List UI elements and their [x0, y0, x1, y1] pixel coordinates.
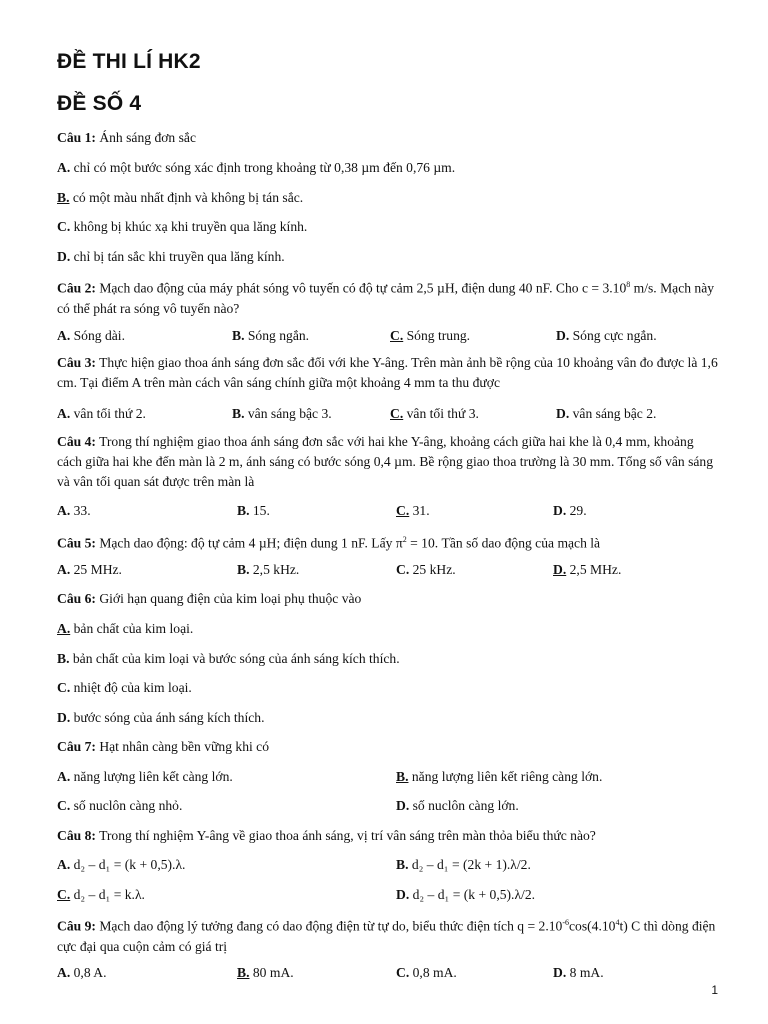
option-text: Sóng ngắn.	[247, 328, 310, 343]
option-key: A.	[57, 328, 71, 343]
q2-option-b	[232, 326, 309, 345]
question-label: Câu 7:	[57, 739, 96, 754]
q7-option-c	[57, 796, 182, 815]
question-4	[57, 432, 721, 492]
q3-option-c	[390, 404, 479, 423]
question-1	[57, 128, 196, 147]
option-text: 29.	[569, 503, 587, 518]
option-text: số nuclôn càng nhỏ.	[73, 798, 183, 813]
option-key: A.	[57, 406, 71, 421]
page-number: 1	[711, 983, 718, 997]
option-key: D.	[396, 887, 410, 902]
question-text-cont: cos(4.10	[569, 918, 616, 934]
question-text: Thực hiện giao thoa ánh sáng đơn sắc đối với khe Y-âng. Trên màn ảnh bề rộng của 10 khoảng vân đo được là 1,6 cm. Tại điểm A trên màn cách vân sáng chính giữa một khoảng 4 mm ta thu được	[57, 355, 718, 390]
q6-option-d	[57, 708, 264, 727]
q1-option-c	[57, 217, 307, 236]
question-9	[57, 913, 721, 957]
question-label: Câu 5:	[57, 535, 96, 551]
q3-option-a	[57, 404, 146, 423]
option-key: A.	[57, 562, 71, 577]
option-text: 31.	[412, 503, 430, 518]
q1-option-b	[57, 188, 303, 207]
option-key: C.	[396, 965, 410, 980]
option-text: chỉ có một bước sóng xác định trong khoảng từ 0,38 µm đến 0,76 µm.	[73, 160, 456, 175]
option-key-correct: B.	[396, 769, 409, 784]
q4-option-c	[396, 501, 430, 520]
option-text: bước sóng của ánh sáng kích thích.	[73, 710, 265, 725]
q4-option-a	[57, 501, 91, 520]
q8-option-a	[57, 855, 185, 874]
option-key: C.	[57, 219, 71, 234]
option-text: d₂ – d₁ = (k + 0,5).λ.	[73, 857, 186, 872]
question-2	[57, 275, 721, 319]
q7-option-b	[396, 767, 602, 786]
q9-option-a	[57, 963, 106, 982]
question-text: Giới hạn quang điện của kim loại phụ thuộc vào	[99, 591, 362, 606]
question-text: Mạch dao động của máy phát sóng vô tuyến có độ tự cảm 2,5 µH, điện dung 40 nF. Cho c = 3.10	[99, 280, 627, 296]
option-key: B.	[396, 857, 409, 872]
option-text: 8 mA.	[569, 965, 604, 980]
q2-option-d	[556, 326, 657, 345]
q8-option-d	[396, 885, 535, 904]
option-text: số nuclôn càng lớn.	[412, 798, 519, 813]
option-text: vân sáng bậc 3.	[247, 406, 332, 421]
option-key-correct: C.	[390, 328, 404, 343]
option-key: B.	[57, 651, 70, 666]
superscript: -6	[562, 918, 569, 927]
q6-option-a	[57, 619, 193, 638]
question-text: Mạch dao động: độ tự cảm 4 µH; điện dung 1 nF. Lấy π	[99, 535, 403, 551]
option-key: A.	[57, 160, 71, 175]
option-text: 2,5 kHz.	[252, 562, 300, 577]
option-text: vân tối thứ 2.	[73, 406, 146, 421]
question-7	[57, 737, 269, 756]
question-text-cont: m/s. Mạch này có thể phát ra sóng vô tuyến nào?	[57, 280, 715, 316]
question-5	[57, 530, 600, 553]
option-key: C.	[57, 798, 71, 813]
q2-option-a	[57, 326, 125, 345]
option-text: 0,8 A.	[73, 965, 107, 980]
option-text: 25 MHz.	[73, 562, 122, 577]
q4-option-b	[237, 501, 270, 520]
option-key: D.	[556, 328, 570, 343]
question-label: Câu 2:	[57, 280, 96, 296]
q7-option-d	[396, 796, 519, 815]
question-6	[57, 589, 361, 608]
option-text: d₂ – d₁ = (2k + 1).λ/2.	[411, 857, 531, 872]
question-3	[57, 353, 721, 393]
question-label: Câu 1:	[57, 130, 96, 145]
option-key-correct: B.	[57, 190, 70, 205]
q5-option-b	[237, 560, 299, 579]
option-text: Sóng trung.	[406, 328, 471, 343]
option-key: C.	[396, 562, 410, 577]
q2-option-c	[390, 326, 470, 345]
option-key-correct: C.	[396, 503, 410, 518]
option-text: Sóng dài.	[73, 328, 125, 343]
option-key: A.	[57, 857, 71, 872]
option-key: D.	[396, 798, 410, 813]
question-text: Mạch dao động lý tưởng đang có dao động điện từ tự do, biểu thức điện tích q = 2.10	[99, 918, 563, 934]
option-text: nhiệt độ của kim loại.	[73, 680, 192, 695]
option-key-correct: B.	[237, 965, 250, 980]
question-text: Ánh sáng đơn sắc	[99, 130, 196, 145]
option-text: có một màu nhất định và không bị tán sắc.	[72, 190, 304, 205]
option-text: d₂ – d₁ = k.λ.	[73, 887, 145, 902]
option-key: D.	[556, 406, 570, 421]
superscript: 4	[615, 918, 620, 927]
option-text: 0,8 mA.	[412, 965, 457, 980]
option-key-correct: A.	[57, 621, 71, 636]
option-key: D.	[553, 965, 567, 980]
q9-option-b	[237, 963, 294, 982]
q8-option-b	[396, 855, 531, 874]
option-text: bản chất của kim loại.	[73, 621, 194, 636]
question-text: Hạt nhân càng bền vững khi có	[99, 739, 270, 754]
question-label: Câu 9:	[57, 918, 96, 934]
option-text: 33.	[73, 503, 91, 518]
option-key: A.	[57, 503, 71, 518]
q5-option-a	[57, 560, 122, 579]
question-text: Trong thí nghiệm giao thoa ánh sáng đơn sắc với hai khe Y-âng, khoảng cách giữa hai khe là 0,4 mm, khoảng cách giữa hai khe đến màn là 2 m, ánh sáng có bước sóng 0,4 µm. Bề rộng giao thoa trường là 30 mm. Tổng số vân sáng và vân tối quan sát được trên màn là	[57, 434, 714, 489]
question-text-cont: t) C thì dòng điện cực đại qua cuộn cảm có giá trị	[57, 918, 716, 954]
question-label: Câu 3:	[57, 355, 96, 370]
option-key: D.	[553, 503, 567, 518]
option-key: B.	[232, 328, 245, 343]
option-text: bản chất của kim loại và bước sóng của ánh sáng kích thích.	[72, 651, 400, 666]
q8-option-c	[57, 885, 145, 904]
option-text: Sóng cực ngắn.	[572, 328, 657, 343]
option-key: D.	[57, 710, 71, 725]
option-text: vân sáng bậc 2.	[572, 406, 657, 421]
option-key-correct: D.	[553, 562, 567, 577]
q3-option-d	[556, 404, 656, 423]
q5-option-d	[553, 560, 621, 579]
option-key: D.	[57, 249, 71, 264]
option-text: 25 kHz.	[412, 562, 456, 577]
question-8	[57, 826, 596, 845]
q4-option-d	[553, 501, 587, 520]
option-key: A.	[57, 965, 71, 980]
option-key: B.	[237, 503, 250, 518]
option-key-correct: C.	[57, 887, 71, 902]
option-text: chỉ bị tán sắc khi truyền qua lăng kính.	[73, 249, 285, 264]
option-key: A.	[57, 769, 71, 784]
q1-option-d	[57, 247, 285, 266]
q7-option-a	[57, 767, 233, 786]
option-key: C.	[57, 680, 71, 695]
q6-option-c	[57, 678, 192, 697]
exam-subtitle: ĐỀ SỐ 4	[57, 92, 142, 115]
question-label: Câu 6:	[57, 591, 96, 606]
option-text: không bị khúc xạ khi truyền qua lăng kính.	[73, 219, 308, 234]
option-text: năng lượng liên kết càng lớn.	[73, 769, 233, 784]
question-label: Câu 8:	[57, 828, 96, 843]
option-text: năng lượng liên kết riêng càng lớn.	[411, 769, 603, 784]
superscript: 2	[402, 535, 407, 544]
option-key: B.	[232, 406, 245, 421]
question-text: Trong thí nghiệm Y-âng về giao thoa ánh sáng, vị trí vân sáng trên màn thỏa biểu thức nào?	[99, 828, 596, 843]
superscript: 8	[626, 280, 631, 289]
option-text: 80 mA.	[252, 965, 294, 980]
q3-option-b	[232, 404, 332, 423]
q9-option-c	[396, 963, 457, 982]
question-text-cont: = 10. Tần số dao động của mạch là	[406, 535, 601, 551]
q1-option-a	[57, 158, 455, 177]
option-text: 15.	[252, 503, 270, 518]
q6-option-b	[57, 649, 400, 668]
q9-option-d	[553, 963, 604, 982]
exam-title: ĐỀ THI LÍ HK2	[57, 50, 201, 73]
question-label: Câu 4:	[57, 434, 96, 449]
option-key: B.	[237, 562, 250, 577]
option-text: d₂ – d₁ = (k + 0,5).λ/2.	[412, 887, 536, 902]
q5-option-c	[396, 560, 456, 579]
option-key-correct: C.	[390, 406, 404, 421]
option-text: vân tối thứ 3.	[406, 406, 479, 421]
option-text: 2,5 MHz.	[569, 562, 622, 577]
